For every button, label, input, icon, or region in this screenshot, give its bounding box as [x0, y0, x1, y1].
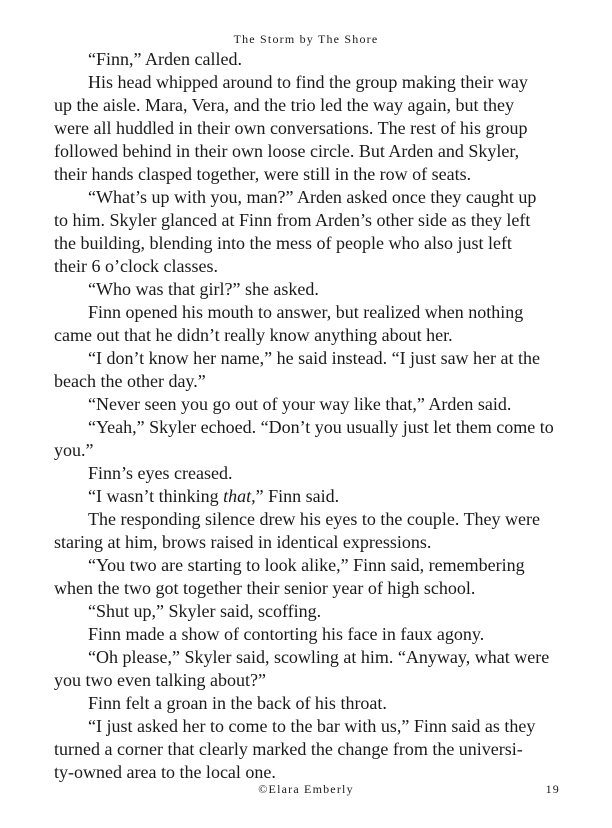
text-line: [54, 485, 562, 508]
text-line: “Yeah,” Skyler echoed. “Don’t you usually just let them come to: [88, 417, 554, 437]
text-line: turned a corner that clearly marked the change from the universi-: [54, 739, 523, 759]
text-segment: ” Finn said.: [255, 486, 340, 506]
text-line: came out that he didn’t really know anything about her.: [54, 325, 453, 345]
text-line: you.”: [54, 440, 94, 460]
text-line: ty-owned area to the local one.: [54, 762, 276, 782]
text-line: their 6 o’clock classes.: [54, 256, 218, 276]
italic-emphasis: that,: [223, 486, 256, 506]
text-line: His head whipped around to find the group making their way: [88, 72, 528, 92]
text-line: “Shut up,” Skyler said, scoffing.: [88, 601, 322, 621]
footer-author: ©Elara Emberly: [258, 782, 354, 796]
text-line: their hands clasped together, were still in the row of seats.: [54, 164, 472, 184]
body-text: [54, 48, 562, 784]
text-line: when the two got together their senior year of high school.: [54, 578, 476, 598]
running-header: The Storm by The Shore: [233, 32, 379, 46]
text-line: “What’s up with you, man?” Arden asked once they caught up: [88, 187, 537, 207]
text-line: the building, blending into the mess of people who also just left: [54, 233, 512, 253]
text-line: followed behind in their own loose circle. But Arden and Skyler,: [54, 141, 520, 161]
text-line: “Who was that girl?” she asked.: [88, 279, 319, 299]
text-line: beach the other day.”: [54, 371, 206, 391]
page-number: 19: [545, 782, 560, 796]
text-line: to him. Skyler glanced at Finn from Arden’s other side as they left: [54, 210, 531, 230]
text-line: up the aisle. Mara, Vera, and the trio led the way again, but they: [54, 95, 515, 115]
text-line: “I just asked her to come to the bar with us,” Finn said as they: [88, 716, 536, 736]
text-line: “Oh please,” Skyler said, scowling at him. “Anyway, what were: [88, 647, 550, 667]
text-line: staring at him, brows raised in identical expressions.: [54, 532, 432, 552]
text-line: “You two are starting to look alike,” Finn said, remembering: [88, 555, 525, 575]
text-line: you two even talking about?”: [54, 670, 266, 690]
text-line: The responding silence drew his eyes to the couple. They were: [88, 509, 541, 529]
text-line: “I don’t know her name,” he said instead. “I just saw her at the: [88, 348, 541, 368]
text-line: “Finn,” Arden called.: [88, 49, 242, 69]
text-line: “Never seen you go out of your way like that,” Arden said.: [88, 394, 512, 414]
text-line: Finn felt a groan in the back of his throat.: [88, 693, 387, 713]
text-line: Finn opened his mouth to answer, but realized when nothing: [88, 302, 524, 322]
text-segment: “I wasn’t thinking: [88, 486, 224, 506]
text-line: were all huddled in their own conversations. The rest of his group: [54, 118, 528, 138]
text-line: Finn’s eyes creased.: [88, 463, 233, 483]
text-line: Finn made a show of contorting his face in faux agony.: [88, 624, 485, 644]
